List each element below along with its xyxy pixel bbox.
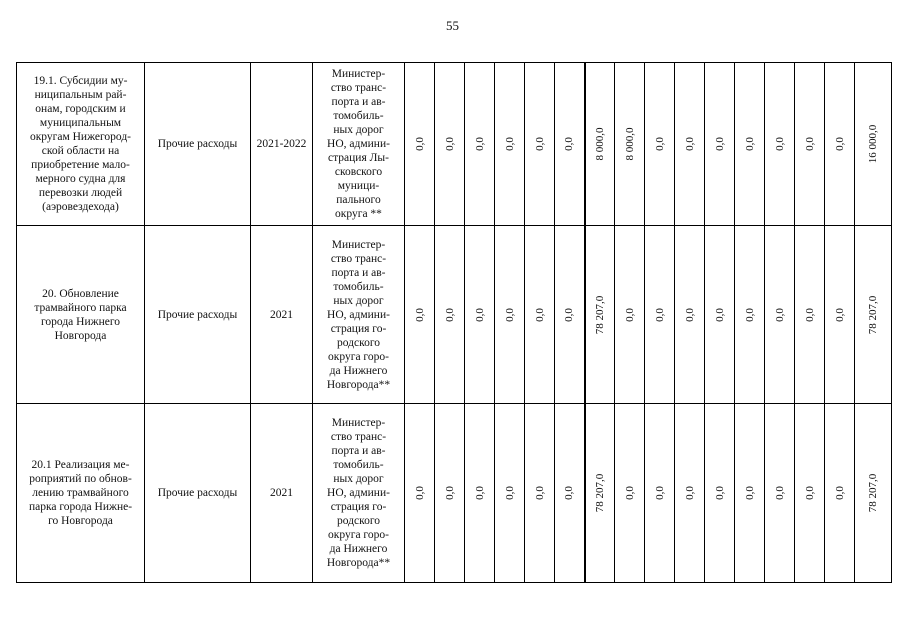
table-row <box>17 63 892 226</box>
value-cell <box>435 404 465 583</box>
cell-text-line: (аэровездехода) <box>42 201 119 213</box>
cell-text-line: пального <box>336 194 381 206</box>
cell-text-line: города Нижнего <box>40 315 121 328</box>
period-cell: 2021-2022 <box>251 63 313 226</box>
value-text: 0,0 <box>773 307 786 322</box>
value-cell <box>675 63 705 226</box>
cell-text-line: да Нижнего <box>329 543 388 555</box>
cell-text-line: порта и ав- <box>331 96 386 108</box>
value-text: 0,0 <box>653 137 666 151</box>
value-text: 0,0 <box>503 307 516 322</box>
value-cell <box>795 226 825 404</box>
period-cell: 2021 <box>251 226 313 404</box>
cell-text-line: муниципальным <box>39 117 122 129</box>
cell-text-line: НО, админи- <box>327 487 390 499</box>
cell-text-line: томобиль- <box>333 280 384 293</box>
cell-text-line: Министер- <box>331 238 386 251</box>
value-cell <box>525 226 555 404</box>
value-text: 0,0 <box>743 486 756 500</box>
value-text: 0,0 <box>833 137 846 151</box>
value-text: 0,0 <box>743 137 756 151</box>
value-text: 78 207,0 <box>593 295 606 334</box>
value-text: 0,0 <box>563 307 576 322</box>
cell-text-line: парка города Нижне- <box>28 501 133 513</box>
cell-text-line: трамвайного парка <box>34 301 127 314</box>
period-cell: 2021 <box>251 404 313 583</box>
value-cell <box>645 226 675 404</box>
table-body <box>17 63 892 583</box>
value-text: 0,0 <box>623 486 636 500</box>
cell-text-line: ных дорог <box>333 124 384 136</box>
value-cell <box>615 63 645 226</box>
value-cell <box>855 63 892 226</box>
cell-text-line: страция го- <box>330 322 387 335</box>
page-number: 55 <box>446 18 459 33</box>
value-text: 8 000,0 <box>593 127 606 161</box>
value-cell <box>525 404 555 583</box>
value-text: 0,0 <box>443 307 456 322</box>
cell-text-line: 19.1. Субсидии му- <box>33 75 128 87</box>
value-cell <box>735 404 765 583</box>
cell-text-line: 20. Обновление <box>42 287 119 300</box>
cell-text-line: го Новгорода <box>48 515 113 527</box>
value-cell <box>735 226 765 404</box>
value-text: 0,0 <box>533 486 546 500</box>
value-text: 0,0 <box>503 137 516 151</box>
value-cell <box>465 404 495 583</box>
value-cell <box>495 404 525 583</box>
executor-cell <box>313 226 405 404</box>
expense-type-cell: Прочие расходы <box>145 404 251 583</box>
value-text: 0,0 <box>713 307 726 322</box>
budget-table <box>16 62 892 583</box>
value-cell <box>825 226 855 404</box>
cell-text-line: ниципальным рай- <box>34 89 127 101</box>
value-cell <box>795 404 825 583</box>
cell-text-line: Новгорода <box>54 329 107 342</box>
value-cell <box>525 63 555 226</box>
value-cell <box>705 63 735 226</box>
value-text: 0,0 <box>413 307 426 322</box>
value-cell <box>645 404 675 583</box>
cell-text-line: Новгорода** <box>326 378 391 391</box>
cell-text-line: онам, городским и <box>35 103 126 115</box>
value-text: 0,0 <box>833 307 846 322</box>
value-text: 0,0 <box>413 486 426 500</box>
value-text: 78 207,0 <box>593 473 606 513</box>
value-text: 0,0 <box>473 486 486 500</box>
value-text: 0,0 <box>683 486 696 500</box>
value-cell <box>795 63 825 226</box>
value-text: 0,0 <box>773 486 786 500</box>
cell-text-line: НО, админи- <box>327 308 390 321</box>
value-text: 0,0 <box>623 307 636 322</box>
value-cell <box>465 63 495 226</box>
cell-text-line: округа ** <box>335 208 382 220</box>
executor-cell <box>313 63 405 226</box>
measure-name-cell <box>17 63 145 226</box>
measure-name-cell <box>17 226 145 404</box>
cell-text-line: порта и ав- <box>331 445 386 457</box>
value-cell <box>615 226 645 404</box>
value-text: 0,0 <box>803 307 816 322</box>
value-text: 0,0 <box>533 137 546 151</box>
table-row <box>17 226 892 404</box>
value-text: 78 207,0 <box>867 295 879 334</box>
cell-text-line: мерного судна для <box>35 173 126 185</box>
cell-text-line: ской области на <box>41 145 120 157</box>
value-text: 0,0 <box>473 137 486 151</box>
cell-text-line: томобиль- <box>333 459 384 471</box>
table-row <box>17 404 892 583</box>
cell-text-line: приобретение мало- <box>31 159 130 171</box>
expense-type-cell: Прочие расходы <box>145 63 251 226</box>
value-cell <box>825 63 855 226</box>
value-cell <box>585 226 615 404</box>
cell-text-line: порта и ав- <box>331 266 386 279</box>
value-text: 0,0 <box>413 137 426 151</box>
value-text: 0,0 <box>803 137 816 151</box>
value-text: 0,0 <box>443 137 456 151</box>
cell-text-line: томобиль- <box>333 110 384 122</box>
value-cell <box>765 63 795 226</box>
expense-type-cell: Прочие расходы <box>145 226 251 404</box>
value-cell <box>405 404 435 583</box>
cell-text-line: да Нижнего <box>329 364 388 377</box>
value-text: 0,0 <box>473 307 486 322</box>
cell-text-line: округам Нижегород- <box>29 131 132 143</box>
value-cell <box>495 226 525 404</box>
value-text: 0,0 <box>683 137 696 151</box>
value-text: 0,0 <box>683 307 696 322</box>
value-text: 0,0 <box>713 486 726 500</box>
value-cell <box>825 404 855 583</box>
value-text: 0,0 <box>833 486 846 500</box>
cell-text-line: родского <box>336 336 381 349</box>
value-text: 78 207,0 <box>867 473 879 513</box>
cell-text-line: 20.1 Реализация ме- <box>31 459 130 471</box>
value-text: 16 000,0 <box>867 124 879 164</box>
value-text: 0,0 <box>773 137 786 151</box>
cell-text-line: страция Лы- <box>328 152 389 164</box>
value-text: 0,0 <box>533 307 546 322</box>
value-cell <box>705 404 735 583</box>
value-cell <box>705 226 735 404</box>
value-cell <box>855 404 892 583</box>
value-text: 0,0 <box>653 307 666 322</box>
value-cell <box>405 226 435 404</box>
value-cell <box>405 63 435 226</box>
value-cell <box>615 404 645 583</box>
value-cell <box>675 404 705 583</box>
cell-text-line: НО, админи- <box>327 138 390 150</box>
value-cell <box>495 63 525 226</box>
cell-text-line: страция го- <box>330 501 387 513</box>
value-text: 0,0 <box>503 486 516 500</box>
value-text: 0,0 <box>713 137 726 151</box>
cell-text-line: ных дорог <box>333 473 384 485</box>
value-cell <box>465 226 495 404</box>
cell-text-line: роприятий по обнов- <box>29 473 132 485</box>
cell-text-line: ство транс- <box>330 82 387 94</box>
cell-text-line: Министер- <box>331 417 386 429</box>
value-cell <box>435 63 465 226</box>
cell-text-line: родского <box>336 515 381 527</box>
cell-text-line: сковского <box>334 166 383 178</box>
value-cell <box>585 63 615 226</box>
cell-text-line: Министер- <box>331 68 386 80</box>
value-text: 8 000,0 <box>623 127 636 161</box>
value-cell <box>555 63 585 226</box>
cell-text-line: округа горо- <box>328 350 389 363</box>
measure-name-cell <box>17 404 145 583</box>
value-cell <box>765 404 795 583</box>
executor-cell <box>313 404 405 583</box>
value-cell <box>435 226 465 404</box>
cell-text-line: муници- <box>337 180 380 192</box>
value-cell <box>855 226 892 404</box>
value-cell <box>735 63 765 226</box>
value-cell <box>585 404 615 583</box>
value-text: 0,0 <box>563 137 576 151</box>
cell-text-line: ство транс- <box>330 252 387 265</box>
cell-text-line: ных дорог <box>333 294 384 307</box>
value-cell <box>555 404 585 583</box>
value-cell <box>675 226 705 404</box>
value-cell <box>765 226 795 404</box>
value-text: 0,0 <box>443 486 456 500</box>
cell-text-line: Новгорода** <box>326 557 391 569</box>
value-text: 0,0 <box>803 486 816 500</box>
cell-text-line: округа горо- <box>328 529 389 541</box>
value-cell <box>645 63 675 226</box>
value-text: 0,0 <box>563 486 576 500</box>
cell-text-line: лению трамвайного <box>32 487 129 499</box>
value-text: 0,0 <box>653 486 666 500</box>
value-cell <box>555 226 585 404</box>
value-text: 0,0 <box>743 307 756 322</box>
cell-text-line: ство транс- <box>330 431 387 443</box>
cell-text-line: перевозки людей <box>38 187 123 199</box>
